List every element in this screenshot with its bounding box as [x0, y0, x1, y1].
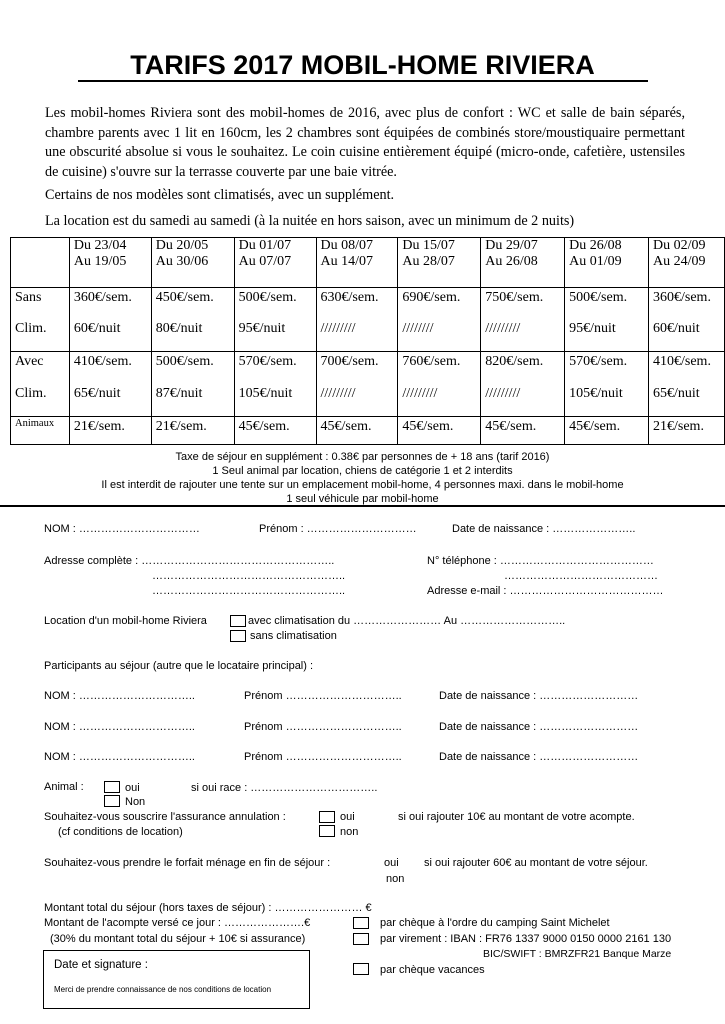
price-cell: 360€/sem. 60€/nuit [69, 288, 151, 352]
intro-paragraph-1: Les mobil-homes Riviera sont des mobil-homes de 2016, avec plus de confort : WC et salle de bain séparés, chambre parents avec 1 lit en 160cm, les 2 chambres sont équipées de combinés store/moustiquaire permettant une obscurité absolue si vous le souhaitez. Le coin cuisine entièrement équipé (micro-onde, cafetière, ustensiles de cuisine) s'ouvre sur la terrasse couverte par une baie vitrée. [45, 105, 685, 180]
participant-2-prenom[interactable]: Prénom ………………………….. [244, 721, 402, 733]
price-cell: 360€/sem. 60€/nuit [649, 288, 725, 352]
note-vehicule: 1 seul véhicule par mobil-home [286, 493, 439, 505]
price-cell: 700€/sem. ///////// [316, 352, 398, 417]
note-tente: Il est interdit de rajouter une tente sur un emplacement mobil-home, 4 personnes maxi. dans le mobil-home [101, 479, 624, 491]
price-cell: 21€/sem. [151, 417, 234, 445]
avec-clim-field[interactable]: avec climatisation du …………………… Au ……………………….. [248, 615, 566, 627]
montant-acompte-field[interactable]: Montant de l'acompte versé ce jour : ………………….€ [44, 917, 311, 929]
price-cell: 45€/sem. [481, 417, 565, 445]
animal-oui-checkbox[interactable] [104, 781, 120, 793]
email-field[interactable]: Adresse e-mail : …………………………………… [427, 585, 664, 597]
assurance-non-label: non [340, 826, 359, 838]
period-cell: Du 26/08 Au 01/09 [565, 238, 649, 288]
menage-oui-label[interactable]: oui [384, 857, 399, 869]
telephone-line-2[interactable]: …………………………………… [504, 570, 658, 582]
row-label: Avec Clim. [11, 352, 70, 417]
date-naissance-field[interactable]: Date de naissance : ………………….. [452, 523, 636, 535]
price-cell: 500€/sem. 87€/nuit [151, 352, 234, 417]
price-cell: 45€/sem. [316, 417, 398, 445]
sans-clim-label: sans climatisation [250, 630, 337, 642]
animal-non-checkbox[interactable] [104, 795, 120, 807]
menage-note: si oui rajouter 60€ au montant de votre séjour. [424, 857, 648, 869]
page-title: TARIFS 2017 MOBIL-HOME RIVIERA [130, 50, 595, 80]
price-cell: 690€/sem. //////// [398, 288, 481, 352]
acompte-note: (30% du montant total du séjour + 10€ si assurance) [50, 933, 306, 945]
animal-oui-label: oui [125, 782, 140, 794]
price-cell: 410€/sem. 65€/nuit [69, 352, 151, 417]
period-cell: Du 29/07 Au 26/08 [481, 238, 565, 288]
pay-virement-label: par virement : IBAN : FR76 1337 9000 0150 0000 2161 130 [380, 933, 672, 945]
period-cell: Du 01/07 Au 07/07 [234, 238, 316, 288]
price-cell: 450€/sem. 80€/nuit [151, 288, 234, 352]
participants-label: Participants au séjour (autre que le locataire principal) : [44, 660, 314, 672]
price-cell: 45€/sem. [398, 417, 481, 445]
period-cell: Du 20/05 Au 30/06 [151, 238, 234, 288]
signature-title: Date et signature : [54, 959, 148, 971]
price-cell: 410€/sem. 65€/nuit [649, 352, 725, 417]
price-table [10, 237, 725, 445]
period-cell: Du 23/04 Au 19/05 [69, 238, 151, 288]
price-cell: 750€/sem. ///////// [481, 288, 565, 352]
animal-race-field[interactable]: si oui race : …………………………….. [191, 782, 378, 794]
participant-3-date[interactable]: Date de naissance : ……………………… [439, 751, 639, 763]
participant-2-date[interactable]: Date de naissance : ……………………… [439, 721, 639, 733]
telephone-field[interactable]: N° téléphone : …………………………………… [427, 555, 654, 567]
price-cell: 21€/sem. [649, 417, 725, 445]
price-cell: 570€/sem. 105€/nuit [234, 352, 316, 417]
location-label: Location d'un mobil-home Riviera [44, 615, 207, 627]
price-cell: 45€/sem. [234, 417, 316, 445]
intro-paragraph-2: Certains de nos modèles sont climatisés, avec un supplément. [45, 187, 395, 203]
table-row-animals [11, 417, 725, 445]
sans-clim-checkbox[interactable] [230, 630, 246, 642]
note-animal: 1 Seul animal par location, chiens de catégorie 1 et 2 interdits [212, 465, 513, 477]
table-row-avec-clim [11, 352, 725, 417]
period-cell: Du 02/09 Au 24/09 [649, 238, 725, 288]
assurance-oui-label: oui [340, 811, 355, 823]
period-cell: Du 08/07 Au 14/07 [316, 238, 398, 288]
nom-field[interactable]: NOM : …………………………… [44, 523, 200, 535]
pay-virement-checkbox[interactable] [353, 933, 369, 945]
price-cell: 760€/sem. ///////// [398, 352, 481, 417]
menage-non-label[interactable]: non [386, 873, 405, 885]
table-row-sans-clim [11, 288, 725, 352]
animal-non-label: Non [125, 796, 146, 808]
adresse-field[interactable]: Adresse complète : …………………………………………….. [44, 555, 335, 567]
assurance-non-checkbox[interactable] [319, 825, 335, 837]
participant-1-nom[interactable]: NOM : ………………………….. [44, 690, 195, 702]
avec-clim-checkbox[interactable] [230, 615, 246, 627]
pay-cheque-checkbox[interactable] [353, 917, 369, 929]
assurance-cf: (cf conditions de location) [58, 826, 183, 838]
pay-vacances-checkbox[interactable] [353, 963, 369, 975]
price-cell: 820€/sem. ///////// [481, 352, 565, 417]
participant-1-prenom[interactable]: Prénom ………………………….. [244, 690, 402, 702]
participant-3-nom[interactable]: NOM : ………………………….. [44, 751, 195, 763]
assurance-oui-checkbox[interactable] [319, 811, 335, 823]
row-label: Animaux [11, 417, 70, 445]
price-cell: 630€/sem. ///////// [316, 288, 398, 352]
montant-total-field[interactable]: Montant total du séjour (hors taxes de séjour) : …………………… € [44, 902, 372, 914]
assurance-note: si oui rajouter 10€ au montant de votre acompte. [398, 811, 635, 823]
signature-note: Merci de prendre connaissance de nos conditions de location [54, 985, 272, 994]
intro-paragraph-3: La location est du samedi au samedi (à la nuitée en hors saison, avec un minimum de 2 nuits) [45, 213, 575, 229]
price-cell: 500€/sem. 95€/nuit [234, 288, 316, 352]
participant-1-date[interactable]: Date de naissance : ……………………… [439, 690, 639, 702]
price-cell: 21€/sem. [69, 417, 151, 445]
menage-label: Souhaitez-vous prendre le forfait ménage en fin de séjour : [44, 857, 331, 869]
pay-vacances-label: par chèque vacances [380, 964, 485, 976]
separator-line [0, 505, 725, 507]
title-underline [78, 80, 648, 82]
participant-3-prenom[interactable]: Prénom ………………………….. [244, 751, 402, 763]
price-cell: 570€/sem. 105€/nuit [565, 352, 649, 417]
table-corner-cell [11, 238, 70, 288]
prenom-field[interactable]: Prénom : ………………………… [259, 523, 417, 535]
price-cell: 500€/sem. 95€/nuit [565, 288, 649, 352]
pay-cheque-label: par chèque à l'ordre du camping Saint Michelet [380, 917, 610, 929]
table-header-row [11, 238, 725, 288]
pay-bic-label: BIC/SWIFT : BMRZFR21 Banque Marze [483, 948, 672, 960]
period-cell: Du 15/07 Au 28/07 [398, 238, 481, 288]
adresse-line-3[interactable]: …………………………………………….. [152, 585, 346, 597]
animal-label: Animal : [44, 781, 84, 793]
assurance-label: Souhaitez-vous souscrire l'assurance annulation : [44, 811, 286, 823]
adresse-line-2[interactable]: …………………………………………….. [152, 570, 346, 582]
note-taxe: Taxe de séjour en supplément : 0.38€ par personnes de + 18 ans (tarif 2016) [175, 451, 550, 463]
participant-2-nom[interactable]: NOM : ………………………….. [44, 721, 195, 733]
price-cell: 45€/sem. [565, 417, 649, 445]
row-label: Sans Clim. [11, 288, 70, 352]
